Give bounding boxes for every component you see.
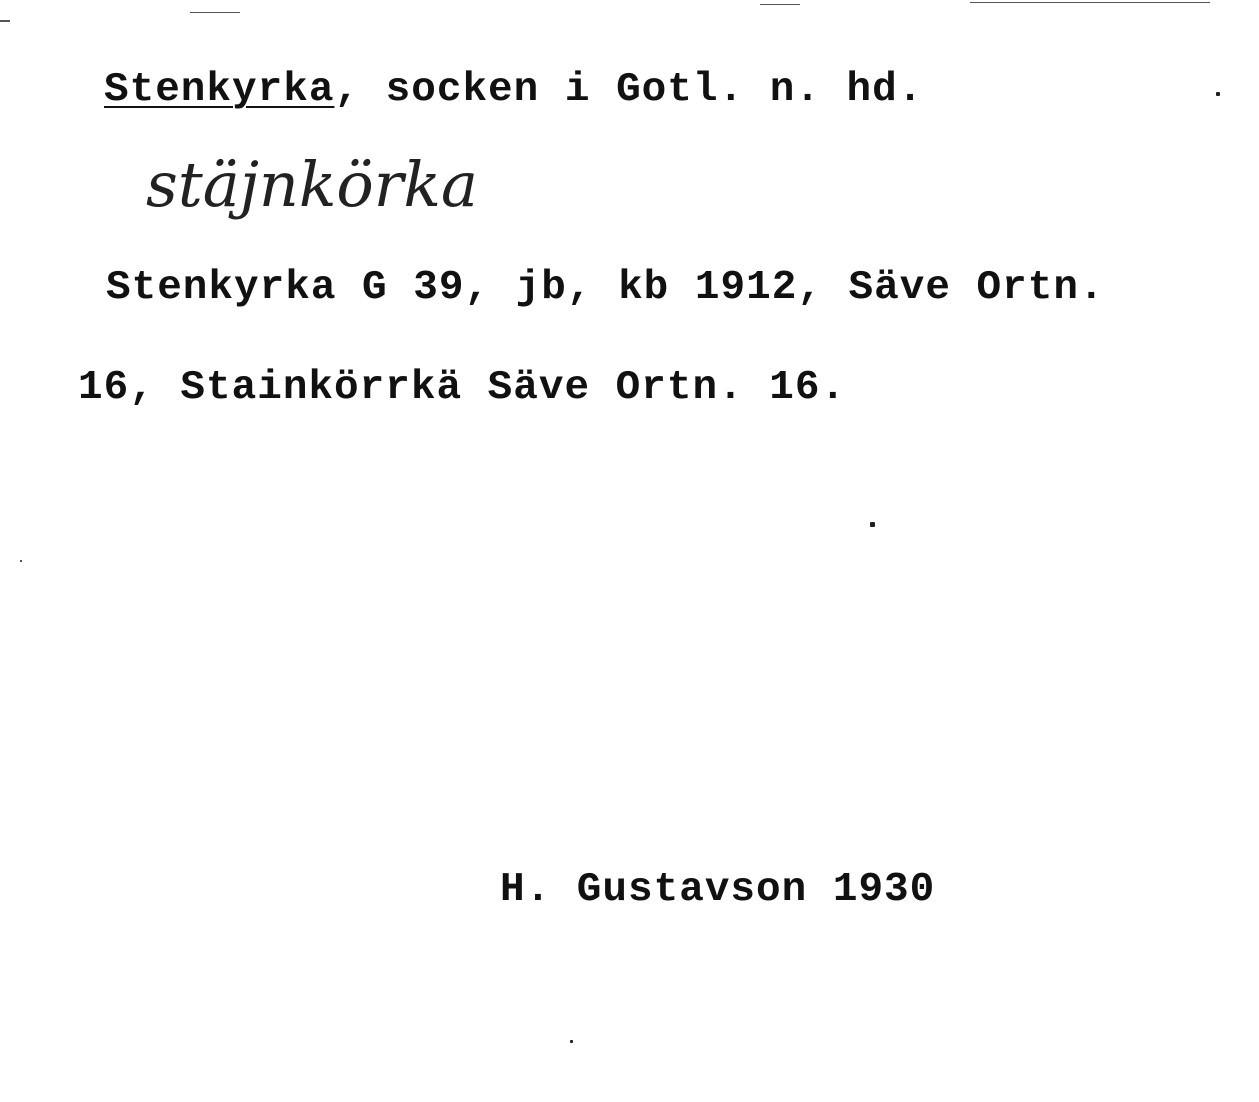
scan-edge-mark bbox=[970, 2, 1210, 3]
scan-speck bbox=[20, 560, 22, 562]
scan-edge-mark bbox=[760, 4, 800, 5]
scan-speck bbox=[570, 1040, 573, 1043]
scan-edge-mark bbox=[0, 20, 10, 22]
scan-edge-mark bbox=[190, 12, 240, 13]
place-description: , socken i Gotl. n. hd. bbox=[334, 67, 924, 113]
scan-speck bbox=[1216, 92, 1220, 96]
pronunciation-text: stäjnkörka bbox=[146, 150, 478, 221]
place-name: Stenkyrka bbox=[104, 67, 335, 113]
source-line-2: 16, Stainkörrkä Säve Ortn. 16. bbox=[78, 365, 847, 411]
card-heading bbox=[104, 67, 924, 113]
scan-speck bbox=[870, 522, 875, 527]
source-line-1: Stenkyrka G 39, jb, kb 1912, Säve Ortn. bbox=[106, 265, 1105, 311]
signature: H. Gustavson 1930 bbox=[500, 867, 936, 913]
handwritten-pronunciation bbox=[140, 150, 640, 230]
